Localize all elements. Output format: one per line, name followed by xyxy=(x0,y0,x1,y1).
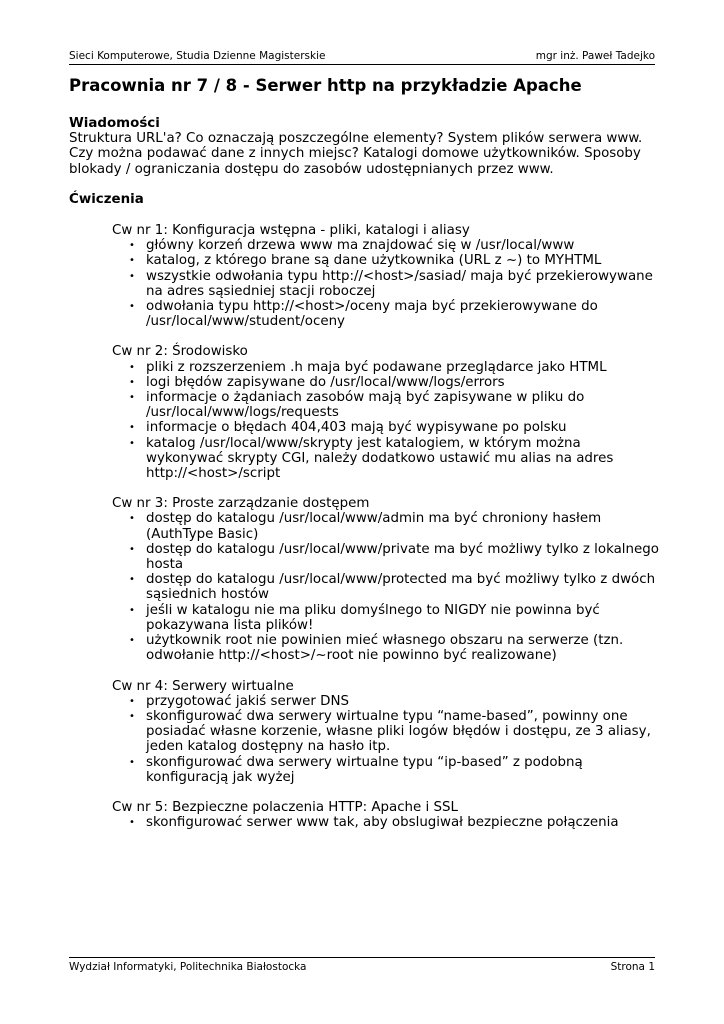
exercise-title: Cw nr 1: Konfiguracja wstępna - pliki, katalogi i aliasy xyxy=(112,223,470,239)
list-item xyxy=(112,633,659,663)
list-item-text: dostęp do katalogu /usr/local/www/private ma być możliwy tylko z lokalnego hosta xyxy=(146,541,659,573)
list-item xyxy=(112,420,659,435)
bullet-icon: • xyxy=(129,574,135,586)
exercise-task-list xyxy=(112,238,659,329)
exercises-list xyxy=(69,223,659,830)
bullet-icon: • xyxy=(129,301,135,313)
list-item-text: główny korzeń drzewa www ma znajdować się w /usr/local/www xyxy=(146,238,575,254)
bullet-icon: • xyxy=(129,695,135,707)
bullet-icon: • xyxy=(129,635,135,647)
page-content xyxy=(69,73,659,830)
list-item xyxy=(112,542,659,572)
news-section xyxy=(69,116,659,177)
exercise-task-list xyxy=(112,694,659,785)
bullet-icon: • xyxy=(129,817,135,829)
exercise-title: Cw nr 4: Serwery wirtualne xyxy=(112,678,294,694)
list-item xyxy=(112,253,659,268)
list-item xyxy=(112,375,659,390)
list-item-text: logi błędów zapisywane do /usr/local/www/logs/errors xyxy=(146,374,505,390)
list-item-text: informacje o błędach 404,403 mają być wypisywane po polsku xyxy=(146,420,567,436)
page-header xyxy=(69,50,655,65)
list-item-text: informacje o żądaniach zasobów mają być zapisywane w pliku do /usr/local/www/logs/requests xyxy=(146,390,585,421)
bullet-icon: • xyxy=(129,270,135,282)
page-footer xyxy=(69,957,655,977)
list-item-text: dostęp do katalogu /usr/local/www/admin ma być chroniony hasłem (AuthType Basic) xyxy=(146,511,602,542)
bullet-icon: • xyxy=(129,756,135,768)
list-item xyxy=(112,603,659,633)
list-item-text: katalog /usr/local/www/skrypty jest katalogiem, w którym można wykonywać skrypty CGI, należy dodatkowo ustawić mu alias na adres http://<host>/script xyxy=(146,435,614,482)
page-title: Pracownia nr 7 / 8 - Serwer http na przykładzie Apache xyxy=(69,76,582,95)
bullet-icon: • xyxy=(129,710,135,722)
bullet-icon: • xyxy=(129,543,135,555)
list-item-text: wszystkie odwołania typu http://<host>/sasiad/ maja być przekierowywane na adres sąsiedniej stacji roboczej xyxy=(146,268,653,299)
list-item xyxy=(112,755,659,785)
list-item xyxy=(112,436,659,482)
exercise-title: Cw nr 5: Bezpieczne polaczenia HTTP: Apache i SSL xyxy=(112,799,458,815)
list-item-text: skonfigurować serwer www tak, aby obslugiwał bezpieczne połączenia xyxy=(146,815,619,831)
bullet-icon: • xyxy=(129,513,135,525)
news-text: Struktura URL'a? Co oznaczają poszczególne elementy? System plików serwera www. Czy można podawać dane z innych miejsc? Katalogi domowe użytkowników. Sposoby blokady / ograniczania dostępu do zasobów udostępnianych przez www. xyxy=(69,131,643,177)
exercise-title: Cw nr 3: Proste zarządzanie dostępem xyxy=(112,496,370,512)
bullet-icon: • xyxy=(129,422,135,434)
bullet-icon: • xyxy=(129,240,135,252)
list-item-text: użytkownik root nie powinien mieć własnego obszaru na serwerze (tzn. odwołanie http://<host>/~root nie powinno być realizowane) xyxy=(146,633,624,664)
list-item-text: odwołania typu http://<host>/oceny maja być przekierowywane do /usr/local/www/student/oceny xyxy=(146,299,598,330)
exercise-5 xyxy=(112,800,659,830)
list-item-text: skonfigurować dwa serwery wirtualne typu “name-based”, powinny one posiadać własne korzenie, własne pliki logów błędów i dostępu, ze 3 aliasy, jeden katalog dostępny na hasło itp. xyxy=(146,708,651,755)
bullet-icon: • xyxy=(129,392,135,404)
list-item xyxy=(112,360,659,375)
list-item xyxy=(112,269,659,299)
exercise-1 xyxy=(112,223,659,329)
bullet-icon: • xyxy=(129,361,135,373)
exercise-3 xyxy=(112,496,659,663)
list-item xyxy=(112,299,659,329)
list-item xyxy=(112,709,659,755)
exercise-task-list xyxy=(112,815,659,830)
list-item-text: katalog, z którego brane są dane użytkownika (URL z ~) to MYHTML xyxy=(146,253,602,269)
bullet-icon: • xyxy=(129,255,135,267)
list-item xyxy=(112,511,659,541)
exercise-title: Cw nr 2: Środowisko xyxy=(112,344,248,360)
news-heading: Wiadomości xyxy=(69,116,160,131)
footer-faculty: Wydział Informatyki, Politechnika Białostocka xyxy=(69,961,307,973)
list-item-text: skonfigurować dwa serwery wirtualne typu “ip-based” z podobną konfiguracją jak wyżej xyxy=(146,754,583,785)
footer-page-number: Strona 1 xyxy=(610,961,655,973)
header-author: mgr inż. Paweł Tadejko xyxy=(535,50,655,62)
list-item xyxy=(112,238,659,253)
bullet-icon: • xyxy=(129,604,135,616)
exercise-task-list xyxy=(112,360,659,482)
bullet-icon: • xyxy=(129,376,135,388)
header-course: Sieci Komputerowe, Studia Dzienne Magisterskie xyxy=(69,50,326,62)
list-item-text: jeśli w katalogu nie ma pliku domyślnego to NIGDY nie powinna być pokazywana lista plików! xyxy=(146,602,600,633)
list-item-text: przygotować jakiś serwer DNS xyxy=(146,693,350,709)
bullet-icon: • xyxy=(129,437,135,449)
exercise-task-list xyxy=(112,511,659,663)
list-item xyxy=(112,390,659,420)
list-item-text: pliki z rozszerzeniem .h maja być podawane przeglądarce jako HTML xyxy=(146,359,607,375)
exercise-2 xyxy=(112,344,659,481)
list-item xyxy=(112,694,659,709)
exercise-4 xyxy=(112,679,659,785)
exercises-heading: Ćwiczenia xyxy=(69,191,144,207)
list-item xyxy=(112,572,659,602)
list-item-text: dostęp do katalogu /usr/local/www/protected ma być możliwy tylko z dwóch sąsiednich hostów xyxy=(146,572,656,603)
list-item xyxy=(112,815,659,830)
